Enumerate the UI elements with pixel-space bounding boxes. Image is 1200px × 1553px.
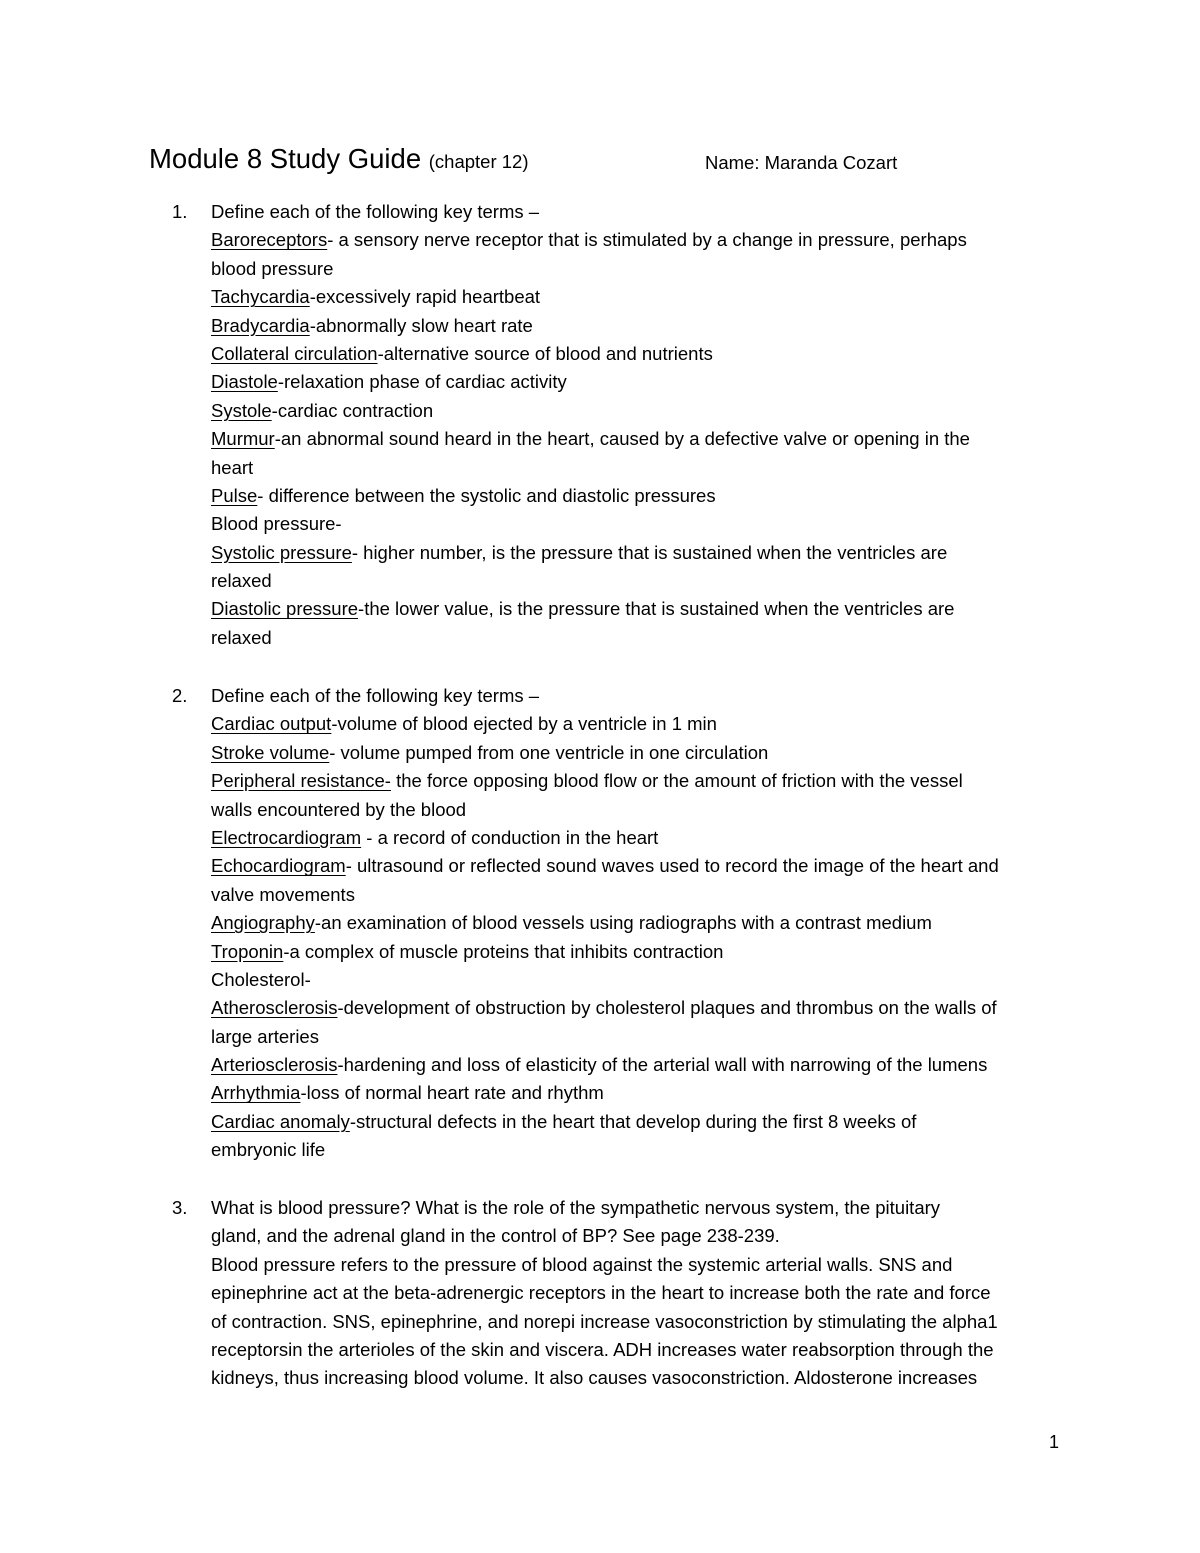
- question-number: 2.: [172, 685, 188, 706]
- definition-line: [211, 425, 1071, 453]
- definition-line: [211, 340, 1071, 368]
- definition-text: -volume of blood ejected by a ventricle in 1 min: [331, 713, 717, 735]
- key-term: Echocardiogram: [211, 855, 346, 877]
- definition-text: blood pressure: [211, 257, 334, 279]
- definition-text: - a record of conduction in the heart: [361, 826, 659, 848]
- answer-line: epinephrine act at the beta-adrenergic receptors in the heart to increase both the rate and force: [211, 1282, 991, 1304]
- question-prompt: gland, and the adrenal gland in the control of BP? See page 238-239.: [211, 1225, 780, 1247]
- key-term: Arteriosclerosis: [211, 1054, 338, 1076]
- definition-text: - a sensory nerve receptor that is stimulated by a change in pressure, perhaps: [327, 229, 967, 251]
- key-term: Stroke volume: [211, 741, 330, 763]
- answer-line: of contraction. SNS, epinephrine, and norepi increase vasoconstriction by stimulating the alpha1: [211, 1310, 998, 1332]
- definition-text: heart: [211, 456, 254, 478]
- key-term: Collateral circulation: [211, 342, 378, 364]
- key-term: Troponin: [211, 940, 284, 962]
- question-body: [211, 682, 1071, 1165]
- key-term: Atherosclerosis: [211, 997, 338, 1019]
- page-number: 1: [1049, 1432, 1060, 1452]
- answer-line: receptorsin the arterioles of the skin and viscera. ADH increases water reabsorption through the: [211, 1338, 994, 1360]
- key-term: Systolic pressure: [211, 541, 352, 563]
- header: [149, 143, 949, 183]
- definition-line: [211, 710, 1071, 738]
- definition-text: -loss of normal heart rate and rhythm: [300, 1082, 604, 1104]
- definition-line: [211, 595, 1071, 623]
- definition-text: Cholesterol-: [211, 968, 311, 990]
- key-term: Cardiac output: [211, 713, 332, 735]
- definition-line: [211, 624, 1071, 652]
- definition-line: [211, 1108, 1071, 1136]
- definition-line: [211, 1023, 1071, 1051]
- definition-line: [211, 1136, 1071, 1164]
- definition-text: - difference between the systolic and diastolic pressures: [257, 484, 716, 506]
- definition-line: [211, 909, 1071, 937]
- definition-line: [211, 966, 1071, 994]
- key-term: Peripheral resistance-: [211, 770, 391, 792]
- student-name: Name: Maranda Cozart: [705, 152, 898, 173]
- question-prompt: Define each of the following key terms –: [211, 685, 540, 706]
- page-title: [149, 143, 529, 175]
- definition-text: -relaxation phase of cardiac activity: [277, 371, 567, 393]
- definition-text: -hardening and loss of elasticity of the arterial wall with narrowing of the lumens: [337, 1054, 988, 1076]
- definition-line: [211, 767, 1071, 795]
- key-term: Systole: [211, 399, 272, 421]
- definition-line: [211, 482, 1071, 510]
- definition-line: [211, 510, 1071, 538]
- key-term: Arrhythmia: [211, 1082, 301, 1104]
- definition-text: - volume pumped from one ventricle in one circulation: [329, 741, 769, 763]
- definition-text: -development of obstruction by cholesterol plaques and thrombus on the walls of: [337, 997, 997, 1019]
- question-prompt: Define each of the following key terms –: [211, 201, 540, 222]
- definition-text: -structural defects in the heart that develop during the first 8 weeks of: [349, 1110, 917, 1132]
- definition-text: -cardiac contraction: [271, 399, 434, 421]
- title-text: Module 8 Study Guide: [149, 143, 422, 174]
- definition-line: [211, 255, 1071, 283]
- chapter-label: (chapter 12): [428, 151, 529, 172]
- key-term: Pulse: [211, 484, 258, 506]
- definition-text: - ultrasound or reflected sound waves used to record the image of the heart and: [345, 855, 999, 877]
- key-term: Baroreceptors: [211, 229, 328, 251]
- definition-line: [211, 739, 1071, 767]
- definition-line: [211, 1051, 1071, 1079]
- definition-line: [211, 539, 1071, 567]
- definition-text: -an abnormal sound heard in the heart, caused by a defective valve or opening in the: [274, 428, 970, 450]
- definition-line: [211, 397, 1071, 425]
- key-term: Diastolic pressure: [211, 598, 359, 620]
- definition-line: [211, 567, 1071, 595]
- definition-text: - higher number, is the pressure that is sustained when the ventricles are: [351, 541, 948, 563]
- definition-text: -an examination of blood vessels using radiographs with a contrast medium: [314, 912, 932, 934]
- key-term: Electrocardiogram: [211, 826, 362, 848]
- definition-text: Blood pressure-: [211, 513, 342, 535]
- definition-text: relaxed: [211, 570, 272, 592]
- definition-line: [211, 312, 1071, 340]
- definition-line: [211, 283, 1071, 311]
- definition-line: [211, 454, 1071, 482]
- definition-line: [211, 852, 1071, 880]
- question-number: 3.: [172, 1197, 188, 1218]
- definition-line: [211, 938, 1071, 966]
- definition-text: -excessively rapid heartbeat: [309, 286, 541, 308]
- definition-text: -a complex of muscle proteins that inhibits contraction: [283, 940, 724, 962]
- definition-line: [211, 994, 1071, 1022]
- question-body: [211, 1194, 1071, 1393]
- definition-line: [211, 881, 1071, 909]
- definition-text: embryonic life: [211, 1139, 326, 1161]
- definition-text: -the lower value, is the pressure that is sustained when the ventricles are: [358, 598, 955, 620]
- key-term: Murmur: [211, 428, 275, 450]
- definition-text: -abnormally slow heart rate: [309, 314, 533, 336]
- definition-text: -alternative source of blood and nutrients: [377, 342, 713, 364]
- definition-line: [211, 1079, 1071, 1107]
- key-term: Angiography: [211, 912, 315, 934]
- key-term: Tachycardia: [211, 286, 310, 308]
- key-term: Bradycardia: [211, 314, 310, 336]
- definition-text: walls encountered by the blood: [211, 798, 467, 820]
- question-prompt: What is blood pressure? What is the role of the sympathetic nervous system, the pituitary: [211, 1197, 941, 1218]
- definition-line: [211, 824, 1071, 852]
- question-number: 1.: [172, 201, 188, 222]
- definition-line: [211, 368, 1071, 396]
- answer-line: Blood pressure refers to the pressure of blood against the systemic arterial walls. SNS and: [211, 1253, 953, 1275]
- definition-text: relaxed: [211, 626, 272, 648]
- definition-line: [211, 226, 1071, 254]
- definition-line: [211, 796, 1071, 824]
- key-term: Diastole: [211, 371, 278, 393]
- question-body: [211, 198, 1071, 652]
- definition-text: valve movements: [211, 883, 355, 905]
- key-term: Cardiac anomaly: [211, 1110, 350, 1132]
- definition-text: the force opposing blood flow or the amount of friction with the vessel: [390, 770, 963, 792]
- answer-line: kidneys, thus increasing blood volume. It also causes vasoconstriction. Aldosterone increases: [211, 1367, 978, 1389]
- definition-text: large arteries: [211, 1025, 319, 1047]
